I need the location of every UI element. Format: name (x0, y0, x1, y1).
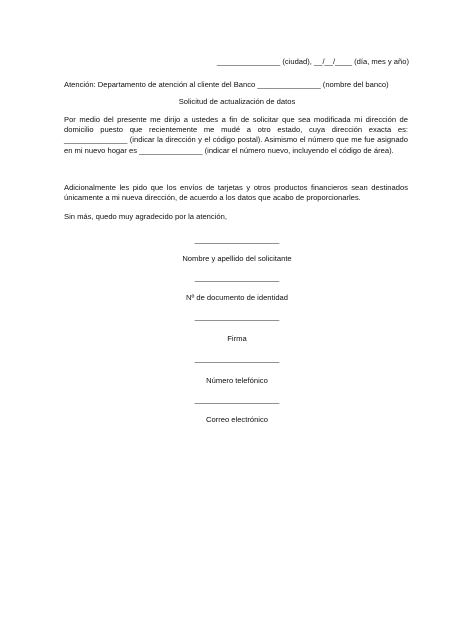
signature-line-name: ____________________ (194, 235, 280, 244)
label-name: Nombre y apellido del solicitante (182, 254, 292, 263)
signature-line-signature: ____________________ (194, 312, 280, 321)
label-email: Correo electrónico (205, 415, 269, 424)
body-paragraph-1: Por medio del presente me dirijo a ustedes a fin de solicitar que sea modificada mi dirección de domicilio puesto que recientemente me mudé a otro estado, cuya dirección exacta es: _______________ (indicar la dirección y el código postal). Asimismo el número que me fue asignado en mi nuevo hogar es _______________ (indicar el número nuevo, incluyendo el código de área). (64, 115, 408, 155)
signature-line-email: ____________________ (194, 395, 280, 404)
signature-line-id: ____________________ (194, 273, 280, 282)
subject-title: Solicitud de actualización de datos (178, 97, 296, 106)
label-id-number: Nº de documento de identidad (186, 293, 288, 302)
label-signature: Firma (227, 334, 247, 343)
closing-line: Sin más, quedo muy agradecido por la atención, (64, 212, 227, 221)
attention-line: Atención: Departamento de atención al cliente del Banco _______________ (nombre del banco) (64, 80, 389, 89)
label-phone: Número telefónico (206, 376, 268, 385)
signature-line-phone: ____________________ (194, 354, 280, 363)
body-paragraph-2: Adicionalmente les pido que los envíos de tarjetas y otros productos financieros sean destinados únicamente a mi nueva dirección, de acuerdo a los datos que acabo de proporcionarles. (64, 183, 408, 203)
date-place-line: _______________ (ciudad), __/__/____ (día, mes y año) (216, 57, 409, 66)
